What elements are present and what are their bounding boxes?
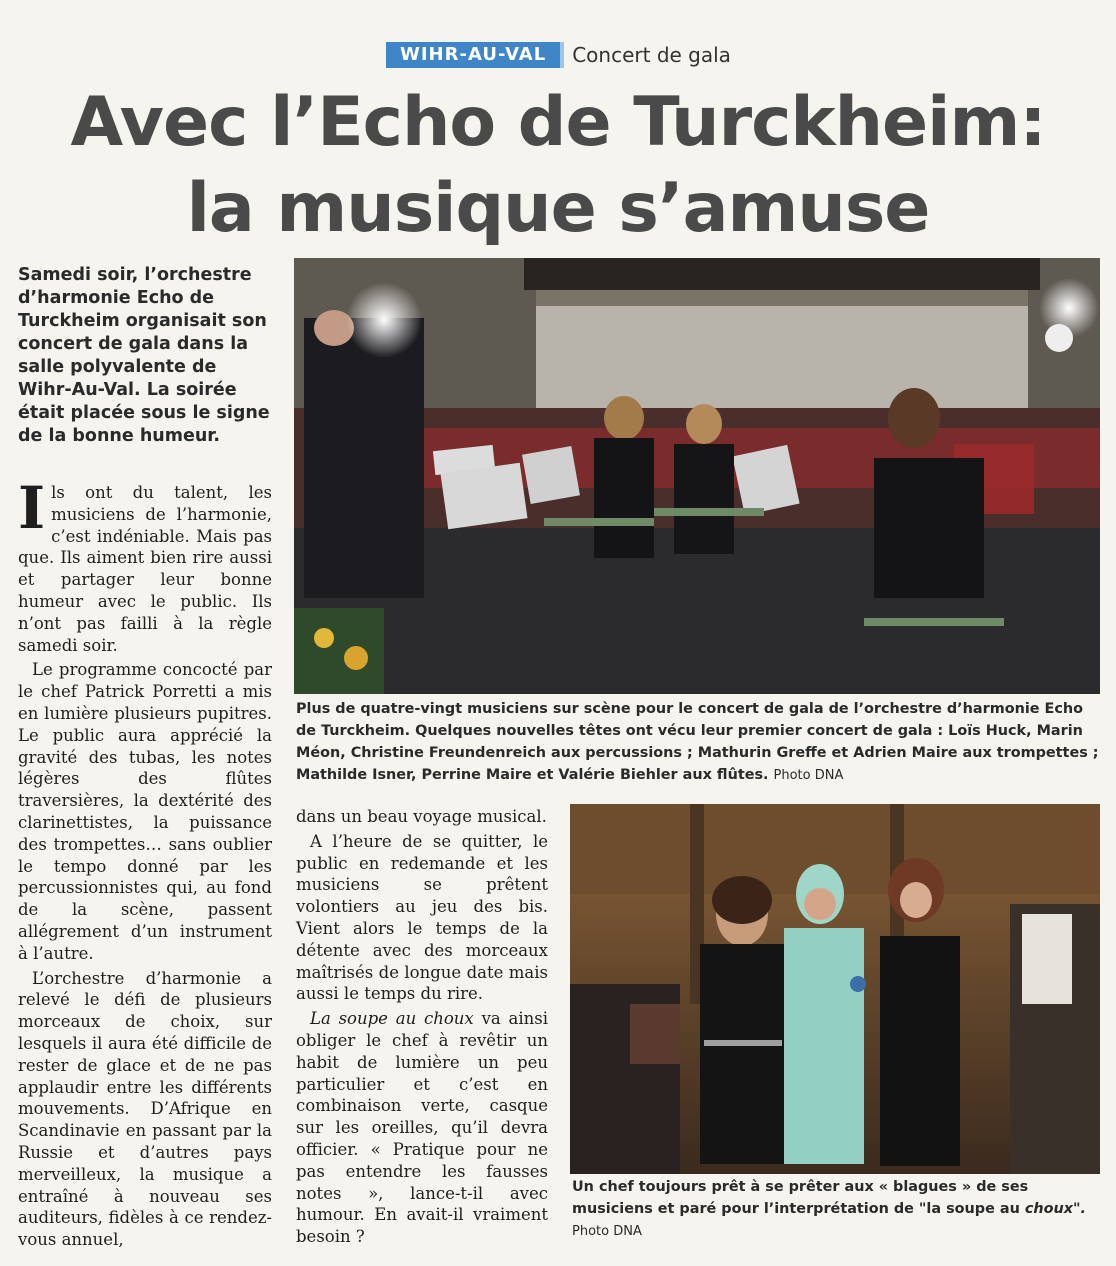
headline xyxy=(0,80,1116,252)
paragraph-4: A l’heure de se quitter, le public en redemande et les musiciens se prêtent volontiers au jeu des bis. Vient alors le temps de la détente avec des morceaux maîtrisés de longue date mais aussi le temps du rire. xyxy=(296,831,548,1004)
photo-2-caption xyxy=(572,1176,1100,1243)
paragraph-1 xyxy=(18,474,272,656)
paragraph-5 xyxy=(296,1008,548,1248)
dropcap: I xyxy=(18,474,46,542)
photo-2-caption-italic: choux". xyxy=(1024,1201,1086,1217)
photo-2-caption-text: Un chef toujours prêt à se prêter aux « blagues » de ses musiciens et paré pour l’interprétation de "la soupe au xyxy=(572,1179,1029,1217)
photo-1-caption-text: Plus de quatre-vingt musiciens sur scène pour le concert de gala de l’orchestre d’harmonie Echo de Turckheim. Quelques nouvelles têtes ont vécu leur premier concert de gala : Loïs Huck, Marin Méon, Christine Freundenreich aux percussions ; Mathurin Greffe et Adrien Maire aux trompettes ; Mathilde Isner, Perrine Maire et Valérie Biehler aux flûtes. xyxy=(296,701,1099,783)
photo-1-caption xyxy=(296,698,1100,787)
orchestra-photo xyxy=(294,258,1100,694)
paragraph-3: L’orchestre d’harmonie a relevé le défi de plusieurs morceaux de choix, sur lesquels il aura été difficile de rester de glace et de ne pas applaudir entre les différents mouvements. D’Afrique en Scandinavie en passant par la Russie et d’autres pays merveilleux, la musique a entraîné à nouveau ses auditeurs, fidèles à ce rendez-vous annuel, xyxy=(18,968,272,1250)
paragraph-5-text: va ainsi obliger le chef à revêtir un habit de lumière un peu particulier et c’est en combinaison verte, casque sur les oreilles, qu’il devra officier. « Pratique pour ne pas entendre les fausses notes », lance-t-il avec humour. En avait-il vraiment besoin ? xyxy=(296,1009,549,1247)
paragraph-1-text: ls ont du talent, les musiciens de l’harmonie, c’est indéniable. Mais pas que. Ils aiment bien rire aussi et partager leur bonne humeur avec le public. Ils n’ont pas failli à la règle samedi soir. xyxy=(18,483,272,655)
lead-paragraph: Samedi soir, l’orchestre d’harmonie Echo de Turckheim organisait son concert de gala dans la salle polyvalente de Wihr-Au-Val. La soirée était placée sous le signe de la bonne humeur. xyxy=(18,265,270,446)
conductor-costume-photo xyxy=(570,804,1100,1174)
headline-line-1: Avec l’Echo de Turckheim: xyxy=(70,83,1046,162)
rubric: Concert de gala xyxy=(572,43,731,67)
article-column-2 xyxy=(296,806,548,1251)
paragraph-2: Le programme concocté par le chef Patrick Porretti a mis en lumière plusieurs pupitres. Le public aura apprécié la gravité des tubas, les notes légères des flûtes traversières, la dextérité des clarinettistes, la puissance des trompettes… sans oublier le tempo donné par les percussionnistes qui, au fond de la scène, passent allégrement d’un instrument à l’autre. xyxy=(18,660,272,963)
kicker xyxy=(386,42,731,68)
photo-2-credit: Photo DNA xyxy=(572,1224,642,1239)
song-title: La soupe au choux xyxy=(310,1009,474,1029)
location-tag: WIHR-AU-VAL xyxy=(386,42,564,68)
headline-line-2: la musique s’amuse xyxy=(186,169,930,248)
article-column-1 xyxy=(18,474,272,1254)
photo-1-credit: Photo DNA xyxy=(773,768,844,783)
paragraph-3-continued: dans un beau voyage musical. xyxy=(296,807,547,826)
